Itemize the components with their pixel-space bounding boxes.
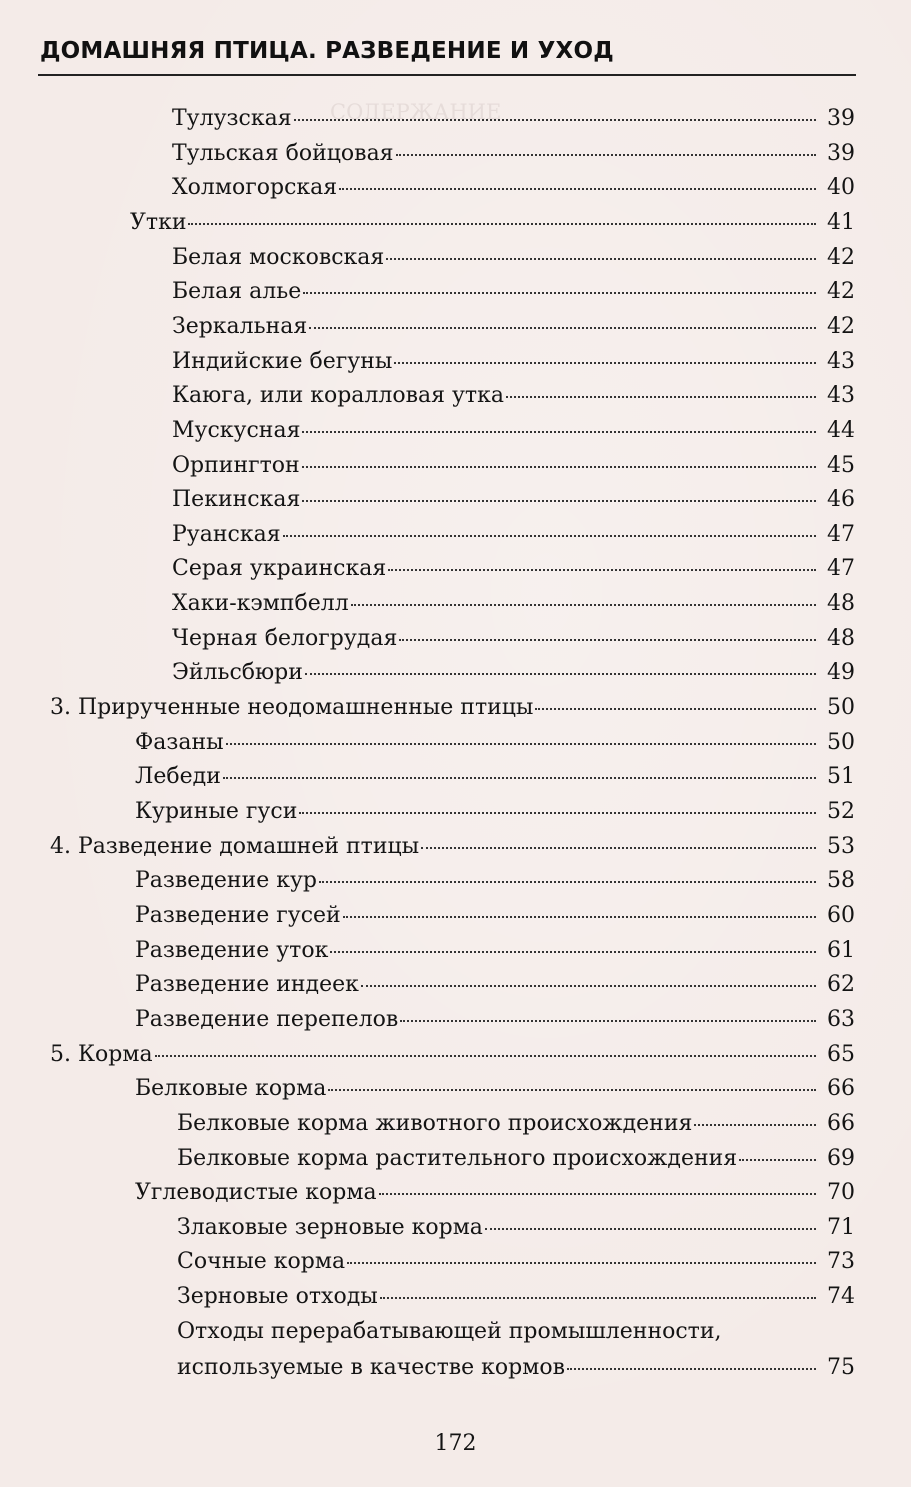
dot-leader [328, 1089, 816, 1091]
toc-entry-label: Руанская [172, 521, 281, 547]
dot-leader [343, 916, 816, 918]
toc-entry-page: 49 [827, 660, 855, 686]
toc-entry-label: Белковые корма животного происхождения [177, 1110, 693, 1136]
dot-leader [506, 396, 816, 398]
toc-entry-label: используемые в качестве кормов [177, 1355, 565, 1381]
toc-entry[interactable] [135, 728, 855, 758]
toc-entry-page: 75 [827, 1355, 855, 1381]
toc-entry-label: Зеркальная [172, 313, 308, 339]
toc-entry-label: Разведение гусей [135, 902, 341, 928]
toc-entry[interactable] [172, 589, 855, 619]
toc-entry-label: Тулузская [172, 106, 292, 131]
dot-leader [339, 188, 816, 190]
toc-entry-page: 40 [827, 175, 855, 201]
dot-leader [535, 708, 816, 710]
toc-entry-page: 60 [827, 902, 855, 928]
toc-entry[interactable] [135, 866, 855, 896]
toc-entry-label: Белковые корма [135, 1076, 327, 1102]
dot-leader [294, 119, 816, 121]
toc-entry[interactable] [172, 139, 855, 169]
toc-entry-page: 62 [827, 972, 855, 998]
running-header: ДОМАШНЯЯ ПТИЦА. РАЗВЕДЕНИЕ И УХОД [40, 38, 614, 64]
toc-entry[interactable] [172, 520, 855, 550]
toc-entry[interactable] [135, 762, 855, 792]
dot-leader [302, 431, 816, 433]
toc-entry-label: Углеводистые корма [135, 1180, 377, 1206]
dot-leader [739, 1159, 816, 1161]
header-rule [38, 74, 856, 76]
toc-entry[interactable] [172, 243, 855, 273]
toc-entry[interactable] [172, 312, 855, 342]
toc-entry-label: Разведение уток [135, 937, 329, 963]
dot-leader [188, 223, 816, 225]
toc-entry-label: Белая московская [172, 244, 385, 270]
toc-entry-label: Сочные корма [177, 1249, 346, 1275]
toc-entry-label: Разведение индеек [135, 972, 359, 998]
dot-leader [302, 466, 816, 468]
toc-entry[interactable] [172, 173, 855, 203]
dot-leader [380, 1297, 816, 1299]
dot-leader [351, 604, 816, 606]
toc-entry[interactable] [177, 1247, 855, 1277]
toc-entry[interactable] [135, 936, 855, 966]
toc-entry-label: Утки [130, 209, 187, 235]
toc-entry[interactable] [135, 1074, 855, 1104]
toc-entry-label: 4. Разведение домашней птицы [50, 833, 420, 859]
dot-leader [309, 327, 816, 329]
toc-entry[interactable] [135, 970, 855, 1000]
toc-entry-page: 53 [827, 833, 855, 859]
toc-entry-page: 44 [827, 417, 855, 443]
toc-entry[interactable] [135, 1005, 855, 1035]
toc-entry[interactable] [177, 1282, 855, 1312]
toc-entry-page: 66 [827, 1076, 855, 1102]
toc-entry-page: 66 [827, 1110, 855, 1136]
toc-entry-page: 47 [827, 521, 855, 547]
dot-leader [319, 881, 816, 883]
toc-entry-page: 52 [827, 799, 855, 824]
toc-entry[interactable] [177, 1213, 855, 1243]
toc-entry[interactable] [135, 797, 855, 827]
toc-entry[interactable] [130, 208, 855, 238]
dot-leader [421, 847, 816, 849]
toc-entry-page: 42 [827, 279, 855, 305]
dot-leader [400, 1020, 816, 1022]
toc-entry-page: 65 [827, 1041, 855, 1067]
toc-entry[interactable] [177, 1353, 855, 1383]
toc-entry-label: Орпингтон [172, 452, 300, 478]
toc-entry[interactable] [172, 416, 855, 446]
toc-entry-label: Тульская бойцовая [172, 140, 394, 166]
toc-entry-page: 39 [827, 140, 855, 166]
dot-leader [396, 154, 816, 156]
toc-entry-page: 63 [827, 1006, 855, 1032]
toc-entry[interactable] [172, 485, 855, 515]
toc-entry[interactable] [135, 1178, 855, 1208]
toc-entry-label: Лебеди [135, 764, 221, 790]
toc-entry-label: Куриные гуси [135, 799, 298, 824]
dot-leader [386, 258, 816, 260]
toc-entry-label: Зерновые отходы [177, 1284, 378, 1310]
toc-entry[interactable] [135, 901, 855, 931]
toc-entry-page: 43 [827, 383, 855, 409]
dot-leader [694, 1124, 816, 1126]
toc-entry-page: 42 [827, 244, 855, 270]
toc-entry-label: 5. Корма [50, 1041, 153, 1067]
bleed-through-text: СОДЕРЖАНИЕ [330, 100, 502, 124]
toc-entry-label: Эйльсбюри [172, 660, 303, 686]
toc-entry[interactable] [177, 1144, 855, 1174]
toc-entry-page: 47 [827, 556, 855, 582]
toc-entry-label: Белковые корма растительного происхождения [177, 1145, 738, 1171]
toc-entry-page: 74 [827, 1284, 855, 1310]
toc-entry-page: 50 [827, 729, 855, 755]
dot-leader [485, 1228, 816, 1230]
toc-entry-label: Индийские бегуны [172, 348, 393, 374]
toc-entry-label: Черная белогрудая [172, 625, 398, 651]
toc-entry-label: Холмогорская [172, 175, 338, 201]
toc-entry-page: 61 [827, 937, 855, 963]
toc-entry-label: Белая алье [172, 279, 302, 305]
toc-entry-page: 73 [827, 1249, 855, 1275]
dot-leader [305, 673, 816, 675]
dot-leader [567, 1368, 816, 1370]
toc-entry-page: 58 [827, 868, 855, 894]
toc-entry-page: 46 [827, 487, 855, 513]
toc-entry[interactable] [172, 347, 855, 377]
toc-entry[interactable] [177, 1109, 855, 1139]
page-number: 172 [434, 1431, 477, 1456]
dot-leader [303, 292, 816, 294]
toc-entry-label: Разведение перепелов [135, 1006, 399, 1032]
dot-leader [361, 985, 816, 987]
toc-entry[interactable] [50, 1040, 855, 1070]
toc-entry-page: 45 [827, 452, 855, 478]
toc-entry[interactable] [172, 554, 855, 584]
toc-entry[interactable] [172, 658, 855, 688]
dot-leader [347, 1262, 816, 1264]
dot-leader [379, 1193, 816, 1195]
dot-leader [155, 1055, 816, 1057]
toc-entry[interactable] [172, 104, 855, 134]
dot-leader [223, 777, 816, 779]
toc-entry-page: 48 [827, 591, 855, 617]
toc-entry-label: Злаковые зерновые корма [177, 1214, 483, 1240]
toc-entry-page: 41 [827, 209, 855, 235]
toc-entry-label: Серая украинская [172, 556, 387, 582]
dot-leader [302, 500, 816, 502]
toc-entry-page: 71 [827, 1214, 855, 1240]
toc-entry-label: Пекинская [172, 487, 301, 513]
toc-entry-page: 70 [827, 1180, 855, 1206]
toc-entry-label: Разведение кур [135, 868, 318, 894]
toc-entry-page: 69 [827, 1145, 855, 1171]
toc-entry[interactable] [172, 624, 855, 654]
dot-leader [283, 535, 816, 537]
dot-leader [388, 569, 816, 571]
toc-entry-page: 39 [827, 106, 855, 131]
dot-leader [394, 362, 816, 364]
toc-entry-page: 42 [827, 313, 855, 339]
toc-entry-label: Хаки-кэмпбелл [172, 591, 349, 617]
dot-leader [330, 951, 816, 953]
dot-leader [399, 639, 816, 641]
toc-entry-page: 51 [827, 764, 855, 790]
toc-entry[interactable] [172, 451, 855, 481]
toc-entry-label: Каюга, или коралловая утка [172, 383, 504, 409]
toc-entry-label: Фазаны [135, 729, 224, 755]
toc-entry-page: 48 [827, 625, 855, 651]
toc-entry[interactable] [50, 832, 855, 862]
toc-entry-label: Мускусная [172, 417, 301, 443]
toc-entry-label: 3. Прирученные неодомашненные птицы [50, 695, 534, 721]
toc-entry-page: 50 [827, 695, 855, 721]
toc-entry[interactable] [172, 381, 855, 411]
dot-leader [226, 743, 816, 745]
dot-leader [299, 812, 816, 814]
toc-entry[interactable] [50, 693, 855, 723]
toc-entry-label: Отходы перерабатывающей промышленности, [177, 1318, 722, 1344]
toc-entry-page: 43 [827, 348, 855, 374]
toc-entry[interactable] [172, 277, 855, 307]
